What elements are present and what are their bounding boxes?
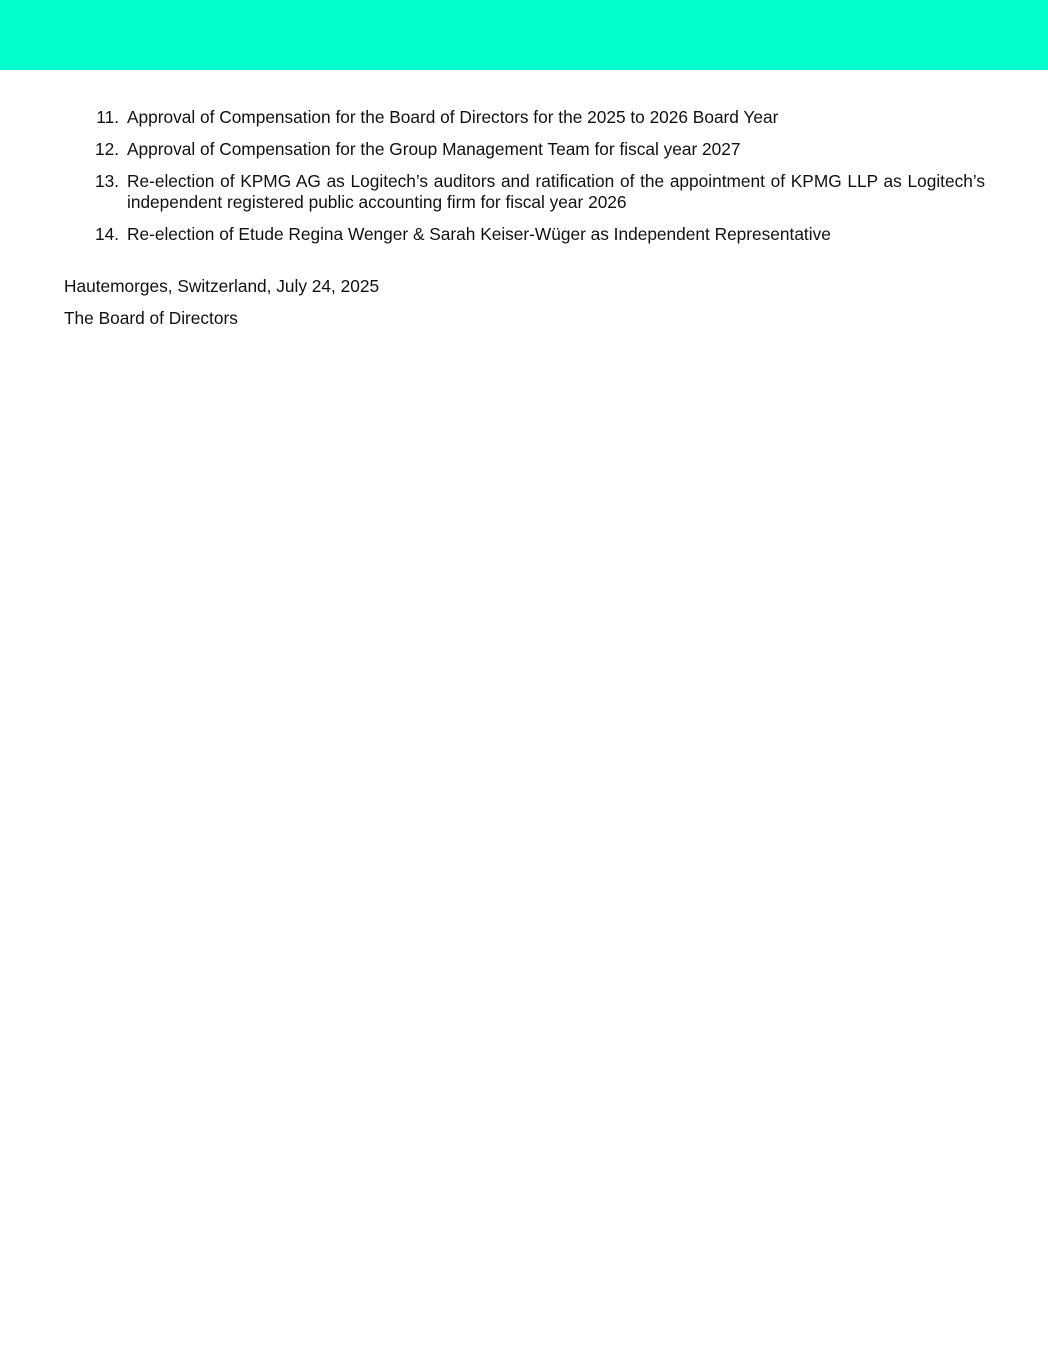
agenda-item-number: 13.	[94, 171, 119, 191]
agenda-item-text: Re-election of Etude Regina Wenger & Sarah Keiser-Wüger as Independent Representative	[127, 224, 831, 244]
agenda-item	[64, 107, 985, 128]
agenda-item-text: Re-election of KPMG AG as Logitech’s auditors and ratification of the appointment of KPMG LLP as Logitech’s independent registered public accounting firm for fiscal year 2026	[127, 171, 985, 212]
header-color-band	[0, 0, 1048, 70]
agenda-item-number: 14.	[94, 224, 119, 244]
agenda-list	[64, 107, 985, 256]
agenda-item-text: Approval of Compensation for the Group Management Team for fiscal year 2027	[127, 139, 741, 159]
agenda-item	[64, 224, 985, 245]
agenda-item	[64, 139, 985, 160]
agenda-item-text: Approval of Compensation for the Board of Directors for the 2025 to 2026 Board Year	[127, 107, 779, 127]
signatory: The Board of Directors	[64, 308, 238, 328]
place-and-date: Hautemorges, Switzerland, July 24, 2025	[64, 276, 380, 296]
agenda-item-number: 11.	[96, 107, 119, 127]
agenda-item	[64, 171, 985, 213]
agenda-item-number: 12.	[94, 139, 119, 159]
